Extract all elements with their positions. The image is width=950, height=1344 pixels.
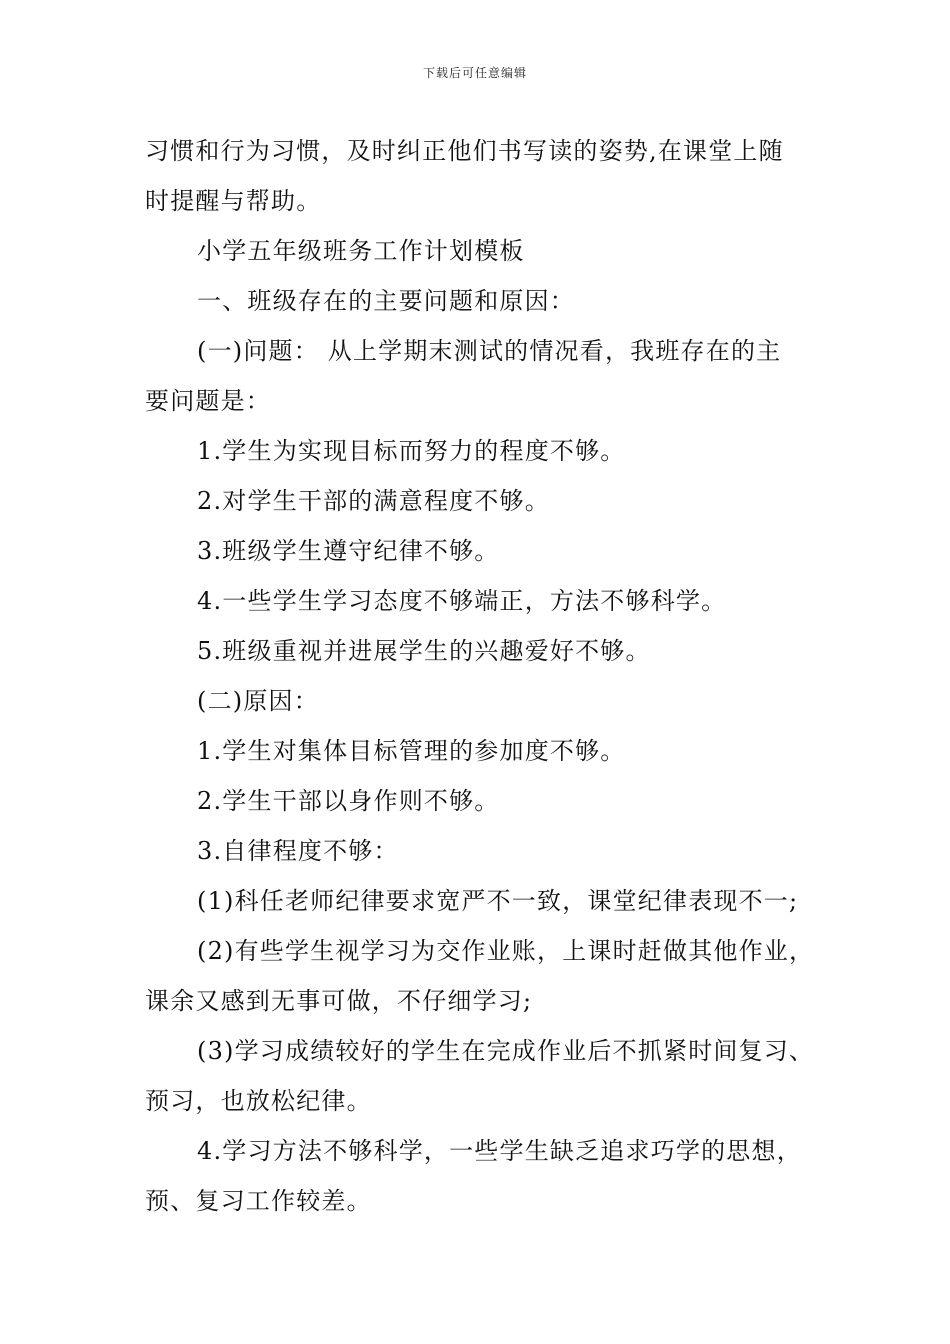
subsection-reasons: (二)原因： [197,687,319,715]
reason-item-4: 4.学习方法不够科学，一些学生缺乏追求巧学的思想， [197,1137,802,1165]
reason-subitem-3-cont: 预习，也放松纪律。 [145,1087,372,1115]
text-line-1: 习惯和行为习惯，及时纠正他们书写读的姿势,在课堂上随 [145,137,784,165]
reason-subitem-2-cont: 课余又感到无事可做，不仔细学习; [145,987,533,1015]
problem-item-3: 3.班级学生遵守纪律不够。 [197,537,500,565]
reason-item-1: 1.学生对集体目标管理的参加度不够。 [197,737,626,765]
reason-item-2: 2.学生干部以身作则不够。 [197,787,500,815]
reason-item-3: 3.自律程度不够： [197,837,399,865]
problem-item-4: 4.一些学生学习态度不够端正，方法不够科学。 [197,587,727,615]
problem-item-2: 2.对学生干部的满意程度不够。 [197,487,550,515]
reason-subitem-2: (2)有些学生视学习为交作业账，上课时赶做其他作业， [197,937,815,965]
document-body [145,126,815,1226]
section-heading-1: 一、班级存在的主要问题和原因： [197,287,575,315]
section-title: 小学五年级班务工作计划模板 [197,237,525,265]
problem-item-5: 5.班级重视并进展学生的兴趣爱好不够。 [197,637,651,665]
page-header: 下载后可任意编辑 [422,66,527,80]
text-line-6: 要问题是： [145,387,271,415]
reason-subitem-1: (1)科任老师纪律要求宽严不一致，课堂纪律表现不一; [197,887,799,915]
text-line-2: 时提醒与帮助。 [145,187,322,215]
reason-item-4-cont: 预、复习工作较差。 [145,1187,372,1215]
problem-item-1: 1.学生为实现目标而努力的程度不够。 [197,437,626,465]
reason-subitem-3: (3)学习成绩较好的学生在完成作业后不抓紧时间复习、 [197,1037,815,1065]
subsection-problems: (一)问题： 从上学期末测试的情况看，我班存在的主 [197,337,782,365]
